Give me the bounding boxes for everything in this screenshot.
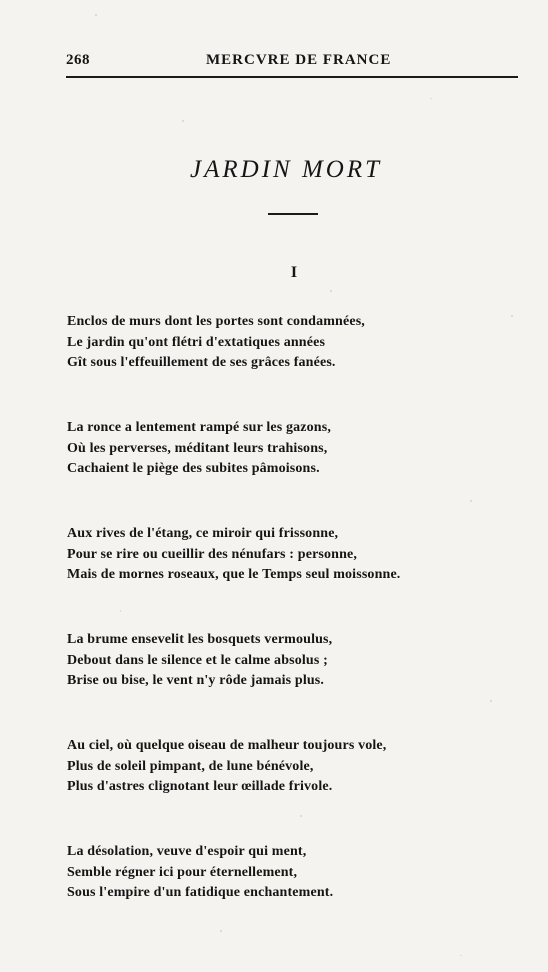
section-numeral: I [290,264,298,281]
scan-speck [220,930,222,932]
stanza-1 [67,312,497,374]
verse-line: La brume ensevelit les bosquets vermoulus, [67,632,333,647]
verse-line: Mais de mornes roseaux, que le Temps seul moissonne. [67,567,401,582]
scan-speck [470,500,472,502]
verse-line: Semble régner ici pour éternellement, [67,864,298,880]
scan-speck [95,14,97,16]
verse-line: Sous l'empire d'un fatidique enchantement. [67,885,334,900]
scan-speck [511,315,513,317]
verse-line: Plus d'astres clignotant leur œillade frivole. [67,779,333,794]
verse-line: Enclos de murs dont les portes sont condamnées, [67,314,365,329]
scan-speck [300,815,302,817]
scan-speck [490,700,492,702]
scan-speck [182,120,184,122]
page-number: 268 [66,52,90,68]
poem-title: JARDIN MORT [190,156,382,183]
scan-speck [330,290,332,292]
verse-line: La désolation, veuve d'espoir qui ment, [67,844,307,859]
header-rule [66,76,518,78]
verse-line: Brise ou bise, le vent n'y rôde jamais plus. [67,673,325,688]
verse-line: La ronce a lentement rampé sur les gazons, [67,420,331,435]
stanza-6 [67,842,497,904]
verse-line: Debout dans le silence et le calme absolus ; [67,652,328,668]
stanza-5 [67,736,497,798]
stanza-4 [67,630,497,692]
running-head: MERCVRE DE FRANCE [206,52,392,68]
stanza-2 [67,418,497,480]
verse-line: Cachaient le piège des subites pâmoisons. [67,461,320,476]
verse-line: Où les perverses, méditant leurs trahisons, [67,440,328,456]
scan-speck [430,98,432,99]
scan-speck [120,610,121,612]
verse-line: Aux rives de l'étang, ce miroir qui frissonne, [67,526,339,541]
page-header [66,48,518,72]
verse-line: Plus de soleil pimpant, de lune bénévole, [67,758,314,774]
scan-speck [460,955,462,956]
verse-line: Gît sous l'effeuillement de ses grâces fanées. [67,355,336,370]
verse-line: Pour se rire ou cueillir des nénufars : personne, [67,546,358,562]
verse-line: Le jardin qu'ont flétri d'extatiques années [67,334,326,350]
title-rule [268,213,318,215]
stanza-3 [67,524,497,586]
verse-line: Au ciel, où quelque oiseau de malheur toujours vole, [67,738,387,753]
